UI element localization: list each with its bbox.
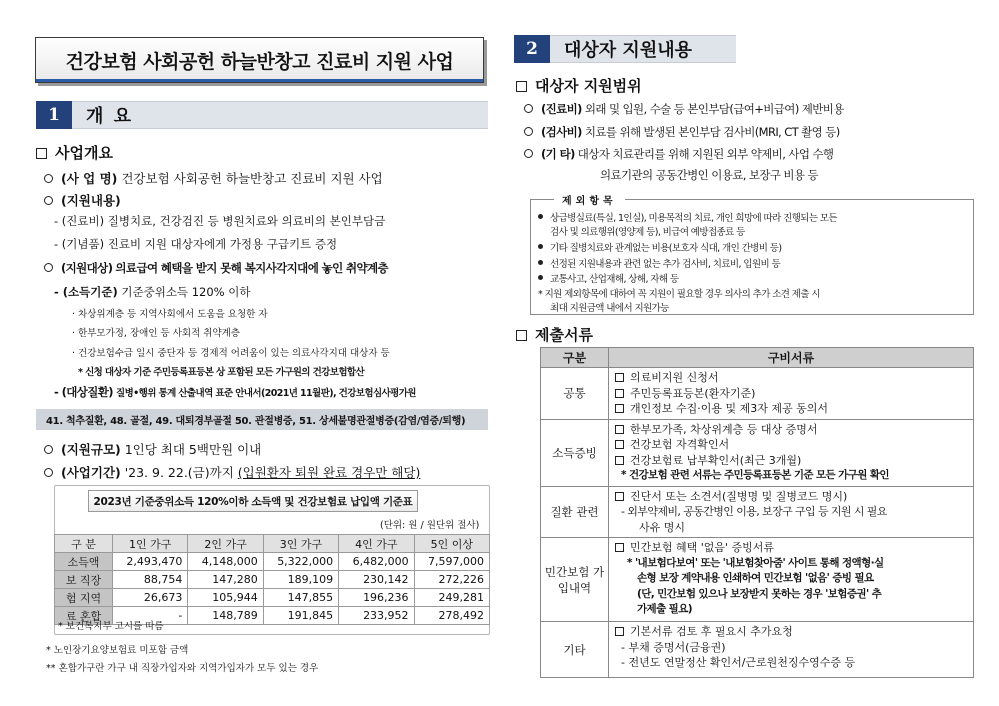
checkbox-icon xyxy=(615,389,624,398)
table-header-row: 구 분 1인 가구 2인 가구 3인 가구 4인 가구 5인 이상 xyxy=(55,535,490,553)
exclusion-item: 기타 질병치료와 관계없는 비용(보호자 식대, 개인 간병비 등) xyxy=(538,240,781,254)
bullet-icon xyxy=(538,214,543,219)
exclusion-title: 제외항목 xyxy=(554,192,625,207)
table-header-row: 구분 구비서류 xyxy=(541,348,974,368)
checkbox-icon xyxy=(615,543,624,552)
circle-bullet-icon xyxy=(524,127,533,136)
table-row: 질환 관련 진단서 또는 소견서(질병명 및 질병코드 명시) - 외부약제비, 공동간병인 이용, 보장구 구입 등 지원 시 필요 사유 명시 xyxy=(541,486,974,538)
square-bullet-icon xyxy=(36,148,47,159)
exclusion-note: * 지원 제외항목에 대하여 꼭 지원이 필요할 경우 의사의 추가 소견 제출 시 xyxy=(538,289,820,300)
circle-bullet-icon xyxy=(44,174,53,183)
circle-bullet-icon xyxy=(524,104,533,113)
checkbox-icon xyxy=(615,373,624,382)
income-table xyxy=(54,534,490,625)
table-row: 료 혼합 - 148,789 191,845 233,952 278,492 xyxy=(55,607,490,625)
bullet-icon xyxy=(538,244,543,249)
table-row: 기타 기본서류 검토 후 필요시 추가요청 - 부채 증명서(금융권) - 전년도 연말정산 확인서/근로원천징수영수증 등 xyxy=(541,622,974,678)
scope-item-etc-continued: 의료기관의 공동간병인 이용료, 보장구 비용 등 xyxy=(600,168,819,182)
checkbox-icon xyxy=(615,425,624,434)
table-row: 소득액 2,493,470 4,148,000 5,322,000 6,482,000 7,597,000 xyxy=(55,553,490,571)
section-1-title: 개 요 xyxy=(72,101,488,129)
section-1-number: 1 xyxy=(36,101,72,129)
target-row: (지원대상) 의료급여 혜택을 받지 못해 복지사각지대에 놓인 취약계층 xyxy=(44,260,388,276)
business-name-row: (사 업 명) 건강보험 사회공헌 하늘반창고 진료비 지원 사업 xyxy=(44,169,383,187)
exclusion-item: 검사 및 의료행위(영양제 등), 비급여 예방접종료 등 xyxy=(550,227,745,238)
disease-row: - (대상질환) 질병•행위 통계 산출내역 표준 안내서(2021년 11월판), 건강보험심사평가원 xyxy=(54,385,416,399)
support-item-medical: - (진료비) 질병치료, 건강검진 등 병원치료와 의료비의 본인부담금 xyxy=(54,214,386,228)
docs-heading: 제출서류 xyxy=(516,324,593,345)
scope-item-etc: (기 타) 대상자 치료관리를 위해 지원된 외부 약제비, 사업 수행 xyxy=(524,146,833,162)
checkbox-icon xyxy=(615,492,624,501)
table-row: 보 직장 88,754 147,280 189,109 230,142 272,226 xyxy=(55,571,490,589)
checkbox-icon xyxy=(615,456,624,465)
docs-table xyxy=(540,347,974,678)
circle-bullet-icon xyxy=(44,445,53,454)
section-2-title: 대상자 지원내용 xyxy=(550,35,736,63)
circle-bullet-icon xyxy=(44,196,53,205)
checkbox-icon xyxy=(615,440,624,449)
bullet-icon xyxy=(538,260,543,265)
exclusion-item: 선정된 지원내용과 관련 없는 추가 검사비, 치료비, 입원비 등 xyxy=(538,256,780,270)
section-2-header xyxy=(514,35,736,63)
income-table-note: ** 혼합가구란 가구 내 직장가입자와 지역가입자가 모두 있는 경우 xyxy=(46,663,319,674)
income-criteria-row: - (소득기준) 기준중위소득 120% 이하 xyxy=(54,285,251,299)
square-bullet-icon xyxy=(516,330,527,341)
checkbox-icon xyxy=(615,404,624,413)
exclusion-item: 상급병실료(특실, 1인실), 미용목적의 치료, 개인 희망에 따라 진행되는 모든 xyxy=(538,210,837,224)
income-table-title: 2023년 기준중위소득 120%이하 소득액 및 건강보험료 납입액 기준표 xyxy=(88,490,418,512)
bullet-icon xyxy=(538,275,543,280)
income-item: · 차상위계층 등 지역사회에서 도움을 요청한 자 xyxy=(72,309,268,320)
checkbox-icon xyxy=(615,627,624,636)
period-row: (사업기간) '23. 9. 22.(금)까지 (입원환자 퇴원 완료 경우만 해당) xyxy=(44,463,420,481)
scope-item-exam: (검사비) 치료를 위해 발생된 본인부담 검사비(MRI, CT 촬영 등) xyxy=(524,124,840,140)
circle-bullet-icon xyxy=(44,468,53,477)
scale-row: (지원규모) 1인당 최대 5백만원 이내 xyxy=(44,440,261,458)
overview-heading: 사업개요 xyxy=(36,142,113,163)
section-2-number: 2 xyxy=(514,35,550,63)
income-item: · 건강보험수급 일시 중단자 등 경제적 어려움이 있는 의료사각지대 대상자 등 xyxy=(72,348,390,359)
page-title: 건강보험 사회공헌 하늘반창고 진료비 지원 사업 xyxy=(35,37,484,83)
table-row: 소득증빙 한부모가족, 차상위계층 등 대상 증명서 건강보험 자격확인서 건강보험료 납부확인서(최근 3개월) * 건강보험 관련 서류는 주민등록표등본 기준 모든 가구원 확인 xyxy=(541,419,974,486)
exclusion-note: 최대 지원금액 내에서 지원가능 xyxy=(550,303,669,314)
income-docs-note: * 건강보험 관련 서류는 주민등록표등본 기준 모든 가구원 확인 xyxy=(621,469,889,481)
income-note: * 신청 대상자 기준 주민등록표등본 상 포함된 모든 가구원의 건강보험합산 xyxy=(78,367,365,378)
income-item: · 한부모가정, 장애인 등 사회적 취약계층 xyxy=(72,328,240,339)
exclusion-item: 교통사고, 산업재해, 상해, 자해 등 xyxy=(538,271,678,285)
disease-list-band: 41. 척추질환, 48. 골절, 49. 대퇴경부골절 50. 관절병증, 51. 상세불명관절병증(감염/염증/퇴행) xyxy=(36,409,488,430)
support-content-row: (지원내용) xyxy=(44,191,121,209)
income-table-unit: (단위: 원 / 원단위 절사) xyxy=(380,520,480,531)
circle-bullet-icon xyxy=(524,149,533,158)
table-row: 민간보험 가입내역 민간보험 혜택 '없음' 증빙서류 * '내보험다보여' 또는 '내보험찾아줌' 사이트 통해 정액형·실 손형 보장 계약내용 인쇄하여 민간보험 '없음' 증빙 필요 (단, 민간보험 있으나 보장받지 못하는 경우 '보험증권' 추 가제출 필요) xyxy=(541,538,974,622)
scope-item-medical: (진료비) 외래 및 입원, 수술 등 본인부담(급여+비급여) 제반비용 xyxy=(524,101,844,117)
section-1-header xyxy=(36,101,488,129)
scope-heading: 대상자 지원범위 xyxy=(516,75,642,96)
income-table-note: * 노인장기요양보험료 미포함 금액 xyxy=(46,645,189,656)
income-table-source: * 보건복지부 고시를 따름 xyxy=(58,621,164,632)
circle-bullet-icon xyxy=(44,263,53,272)
table-row: 공통 의료비지원 신청서 주민등록표등본(환자기준) 개인정보 수집·이용 및 제3자 제공 동의서 xyxy=(541,368,974,420)
support-item-gift: - (기념품) 진료비 지원 대상자에게 가정용 구급키트 증정 xyxy=(54,237,338,251)
table-row: 험 지역 26,673 105,944 147,855 196,236 249,281 xyxy=(55,589,490,607)
square-bullet-icon xyxy=(516,81,527,92)
